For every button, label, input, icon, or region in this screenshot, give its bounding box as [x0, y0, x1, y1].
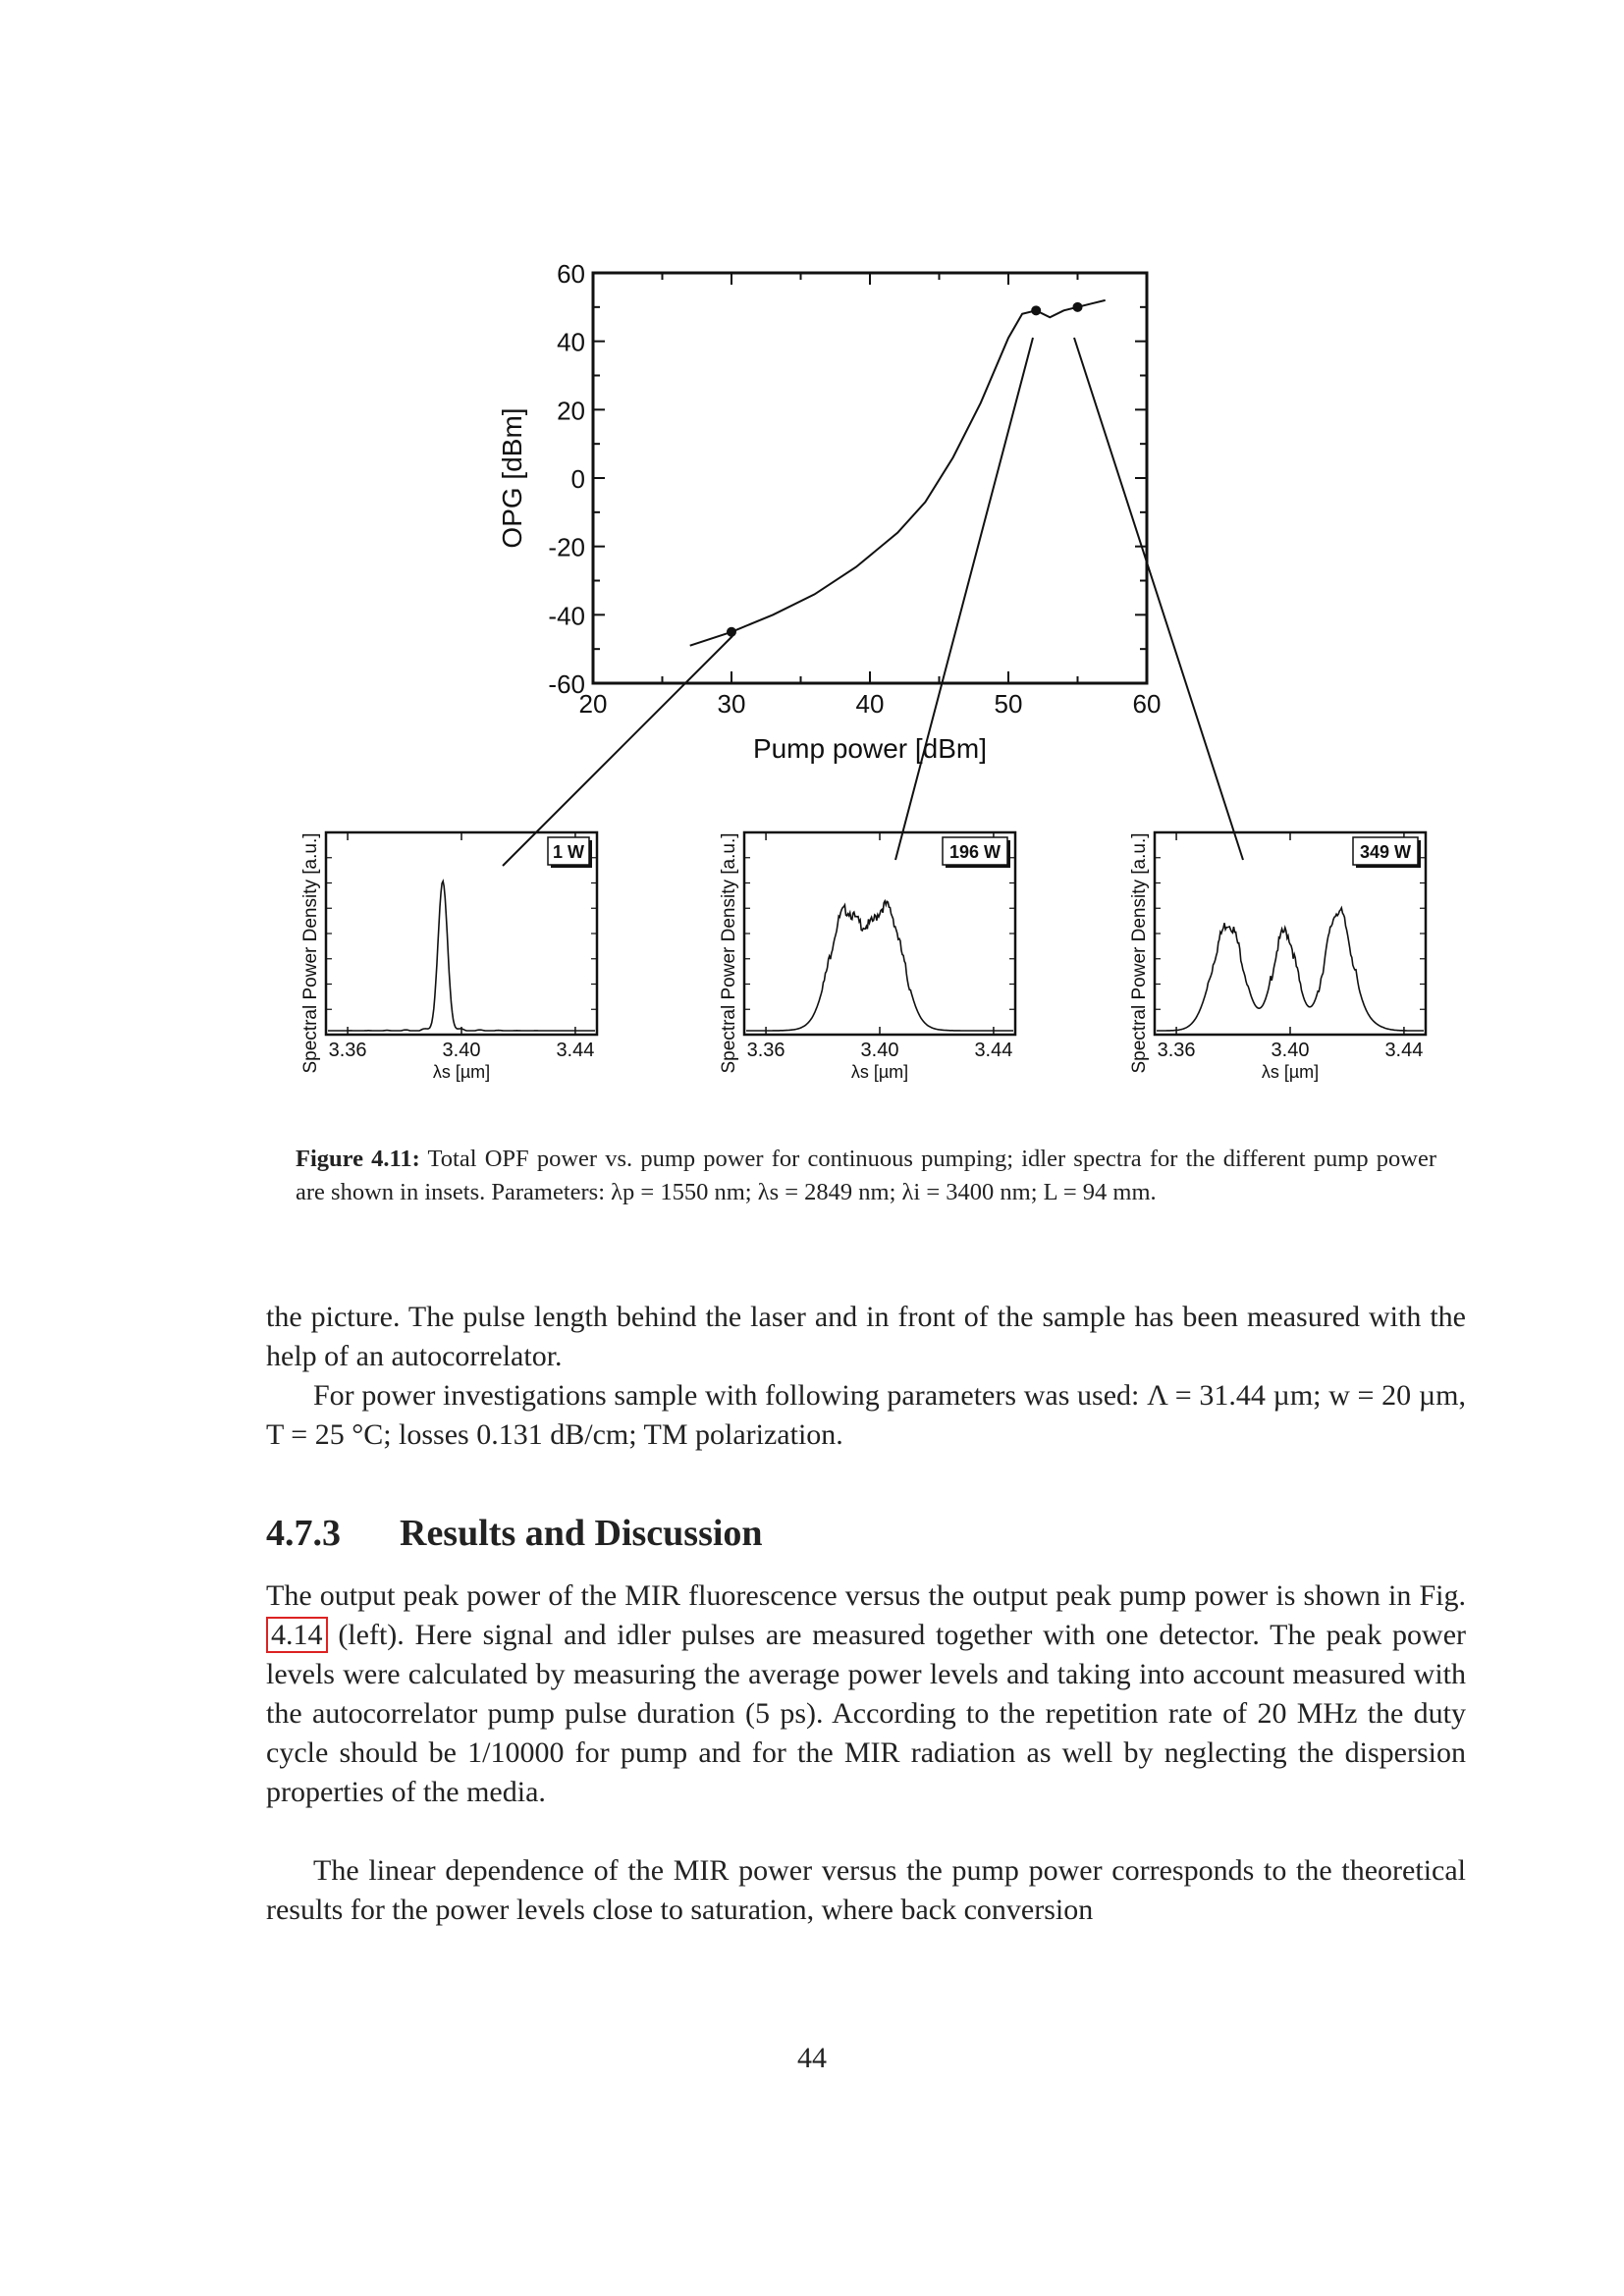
- main-x-tick-label: 60: [1132, 689, 1162, 719]
- inset-x-tick-label: 3.40: [442, 1040, 481, 1061]
- paragraph-1: the picture. The pulse length behind the laser and in front of the sample has been measured with the help of an autocorrelator.: [266, 1301, 1466, 1372]
- paragraph-3-end: (left). Here signal and idler pulses are measured together with one detector. The peak power levels were calculated by measuring the average power levels and taking into account measured with the autocorrelator pump pulse duration (5 ps). According to the repetition rate of 20 MHz the duty cycle should be 1/10000 for pump and for the MIR radiation as well by neglecting the dispersion properties of the media.: [266, 1619, 1466, 1808]
- figure-caption: [296, 1143, 1436, 1209]
- inset-x-tick-label: 3.40: [1271, 1040, 1310, 1061]
- main-x-tick-label: 20: [578, 689, 608, 719]
- inset-x-tick-label: 3.44: [1384, 1040, 1424, 1061]
- paragraph-4: The linear dependence of the MIR power versus the pump power corresponds to the theoretical results for the power levels close to saturation, where back conversion: [266, 1854, 1466, 1926]
- inset-y-axis-label: Spectral Power Density [a.u.]: [300, 832, 321, 1074]
- inset-power-label: 196 W: [948, 842, 1001, 862]
- main-y-axis-label: OPG [dBm]: [497, 407, 527, 549]
- main-x-ticks: [579, 273, 1162, 719]
- callout-line-349w: [1074, 338, 1243, 860]
- inset-spectrum-line: [746, 901, 1013, 1031]
- inset-spectrum-line: [328, 881, 595, 1031]
- inset-power-label: 349 W: [1359, 842, 1412, 862]
- main-x-tick-label: 40: [855, 689, 885, 719]
- page-number: 44: [797, 2042, 827, 2074]
- inset-x-tick-label: 3.36: [746, 1040, 785, 1061]
- main-x-axis-label: Pump power [dBm]: [752, 733, 988, 764]
- inset-spectrum-line: [1157, 908, 1424, 1031]
- section-title: Results and Discussion: [400, 1513, 763, 1554]
- inset-x-axis-label: λs [µm]: [432, 1062, 491, 1082]
- inset-chart: [300, 832, 597, 1082]
- section-number: 4.7.3: [266, 1513, 341, 1554]
- inset-y-axis-label: Spectral Power Density [a.u.]: [1129, 832, 1150, 1074]
- caption-text: Total OPF power vs. pump power for continuous pumping; idler spectra for the different pump power are shown in insets. Parameters: λp = 1550 nm; λs = 2849 nm; λi = 3400 nm; L = 94 mm.: [296, 1146, 1436, 1205]
- main-y-ticks: [548, 259, 1147, 699]
- main-y-tick-label: 20: [557, 396, 585, 426]
- section-heading: [266, 1512, 763, 1555]
- inset-x-tick-label: 3.44: [556, 1040, 595, 1061]
- main-y-tick-label: -20: [548, 532, 585, 562]
- inset-charts: [300, 832, 1426, 1082]
- main-series-line: [690, 300, 1106, 646]
- inset-x-axis-label: λs [µm]: [850, 1062, 909, 1082]
- inset-chart: [719, 832, 1015, 1082]
- inset-x-tick-label: 3.36: [1157, 1040, 1196, 1061]
- main-y-tick-label: 0: [570, 464, 585, 494]
- main-marker: [1031, 305, 1041, 315]
- main-y-tick-label: 60: [557, 259, 585, 289]
- main-y-tick-label: -40: [548, 601, 585, 631]
- inset-y-axis-label: Spectral Power Density [a.u.]: [719, 832, 739, 1074]
- main-marker: [727, 627, 736, 637]
- main-chart-frame: [593, 273, 1147, 683]
- paragraph-3-start: The output peak power of the MIR fluorescence versus the output peak pump power is shown in Fig.: [266, 1579, 1466, 1612]
- caption-label: Figure 4.11:: [296, 1146, 420, 1172]
- figure-reference-link[interactable]: 4.14: [266, 1617, 328, 1653]
- main-marker: [1073, 302, 1083, 312]
- inset-chart: [1129, 832, 1426, 1082]
- main-x-tick-label: 30: [717, 689, 746, 719]
- inset-x-tick-label: 3.36: [328, 1040, 367, 1061]
- paragraph-3: [266, 1576, 1466, 1812]
- inset-x-axis-label: λs [µm]: [1261, 1062, 1320, 1082]
- main-y-tick-label: -60: [548, 669, 585, 699]
- main-y-tick-label: 40: [557, 327, 585, 357]
- figure-4-11: [0, 0, 1624, 1119]
- inset-x-tick-label: 3.44: [974, 1040, 1013, 1061]
- main-x-tick-label: 50: [994, 689, 1023, 719]
- inset-power-label: 1 W: [552, 842, 585, 862]
- paragraph-2: For power investigations sample with following parameters was used: Λ = 31.44 µm; w = 20 µm, T = 25 °C; losses 0.131 dB/cm; TM polarization.: [266, 1379, 1466, 1451]
- callout-line-196w-left: [895, 338, 1033, 860]
- inset-x-tick-label: 3.40: [860, 1040, 899, 1061]
